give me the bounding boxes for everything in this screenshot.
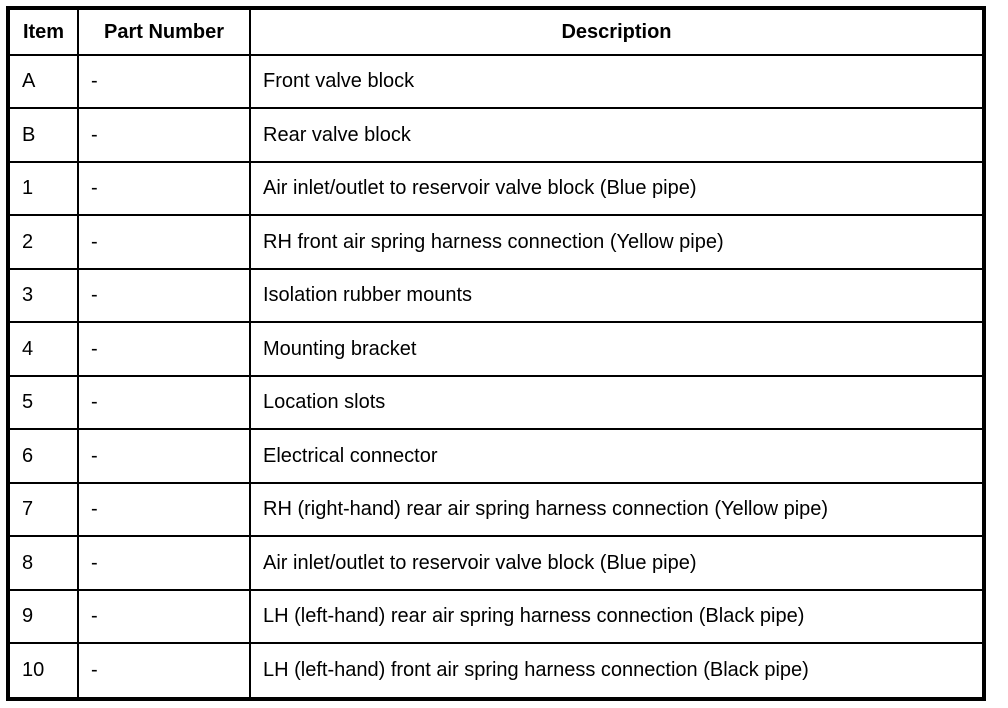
table-row xyxy=(8,55,984,108)
description-cell: LH (left-hand) front air spring harness connection (Black pipe) xyxy=(250,643,984,699)
description-cell: Front valve block xyxy=(250,55,984,108)
header-cell-item: Item xyxy=(8,8,78,55)
part-number-cell: - xyxy=(78,429,250,482)
item-cell: A xyxy=(8,55,78,108)
item-cell: 10 xyxy=(8,643,78,699)
table-row xyxy=(8,376,984,429)
description-cell: Air inlet/outlet to reservoir valve block (Blue pipe) xyxy=(250,162,984,215)
description-cell: Mounting bracket xyxy=(250,322,984,375)
part-number-cell: - xyxy=(78,590,250,643)
item-cell: 3 xyxy=(8,269,78,322)
description-cell: Location slots xyxy=(250,376,984,429)
description-cell: Isolation rubber mounts xyxy=(250,269,984,322)
item-cell: 1 xyxy=(8,162,78,215)
item-cell: 4 xyxy=(8,322,78,375)
part-number-cell: - xyxy=(78,108,250,161)
description-cell: RH front air spring harness connection (Yellow pipe) xyxy=(250,215,984,268)
description-cell: RH (right-hand) rear air spring harness connection (Yellow pipe) xyxy=(250,483,984,536)
header-cell-description: Description xyxy=(250,8,984,55)
part-number-cell: - xyxy=(78,536,250,589)
item-cell: 2 xyxy=(8,215,78,268)
table-row xyxy=(8,536,984,589)
description-cell: Air inlet/outlet to reservoir valve block (Blue pipe) xyxy=(250,536,984,589)
table-row xyxy=(8,483,984,536)
description-cell: LH (left-hand) rear air spring harness connection (Black pipe) xyxy=(250,590,984,643)
table-row xyxy=(8,429,984,482)
table-row xyxy=(8,108,984,161)
item-cell: 5 xyxy=(8,376,78,429)
header-cell-part-number: Part Number xyxy=(78,8,250,55)
table-row xyxy=(8,322,984,375)
part-number-cell: - xyxy=(78,215,250,268)
description-cell: Electrical connector xyxy=(250,429,984,482)
part-number-cell: - xyxy=(78,643,250,699)
item-cell: 7 xyxy=(8,483,78,536)
table-row xyxy=(8,215,984,268)
header-row xyxy=(8,8,984,55)
table-row xyxy=(8,590,984,643)
table-row xyxy=(8,643,984,699)
item-cell: B xyxy=(8,108,78,161)
table-row xyxy=(8,162,984,215)
table-row xyxy=(8,269,984,322)
part-number-cell: - xyxy=(78,162,250,215)
item-cell: 6 xyxy=(8,429,78,482)
part-number-cell: - xyxy=(78,55,250,108)
part-number-cell: - xyxy=(78,483,250,536)
description-cell: Rear valve block xyxy=(250,108,984,161)
part-number-cell: - xyxy=(78,376,250,429)
item-cell: 9 xyxy=(8,590,78,643)
part-number-cell: - xyxy=(78,269,250,322)
item-cell: 8 xyxy=(8,536,78,589)
parts-table xyxy=(6,6,986,701)
part-number-cell: - xyxy=(78,322,250,375)
